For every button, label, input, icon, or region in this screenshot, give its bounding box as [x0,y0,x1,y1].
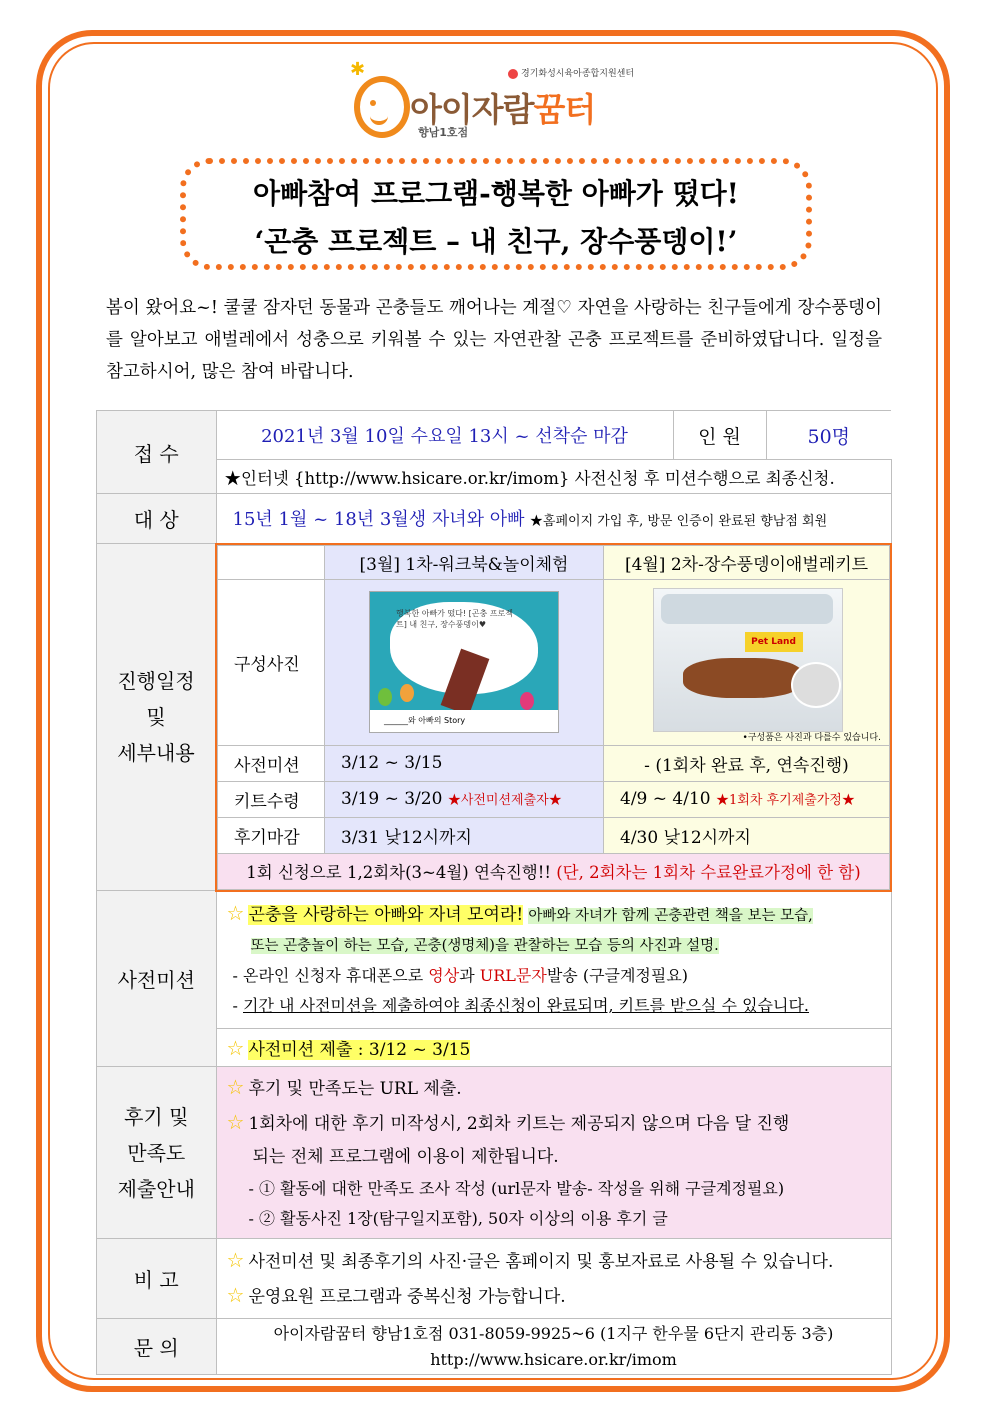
row2-label: 후기마감 [218,817,325,853]
remarks-line2 [227,1279,881,1314]
schedule-cell [216,544,891,891]
workbook-footer-text: ______와 아빠의 Story [384,716,466,725]
mission-line3 [227,961,881,991]
title-line1: 아빠참여 프로그램-행복한 아빠가 떴다! [253,177,739,210]
star-icon: ☆ [226,901,245,926]
mission-submit: 사전미션 제출 : 3/12 ~ 3/15 [248,1040,471,1060]
capacity-value: 50명 [807,425,851,448]
mission-line2 [227,931,881,961]
review-line1 [227,1071,881,1106]
review-line2 [227,1106,881,1141]
review-line5: - ② 활동사진 1장(탐구일지포함), 50자 이상의 이용 후기 글 [248,1209,668,1228]
row1-c2-note: ★1회차 후기제출가정★ [716,793,855,808]
star-icon: ☆ [226,1247,245,1272]
leaf-icon [520,692,534,710]
row0-label: 사전미션 [218,745,325,781]
remarks-label: 비 고 [97,1239,217,1319]
row0-c2-text: - (1회차 완료 후, 연속진행) [644,755,849,776]
review-label-1: 후기 및 [124,1104,189,1129]
schedule-corner [218,545,325,579]
row1-c2 [604,781,890,817]
remarks-cell [216,1239,891,1319]
title-box [180,158,812,270]
row2-c2 [604,817,890,853]
schedule-table [217,545,890,890]
inquiry-label: 문 의 [97,1319,217,1375]
review-l1: 후기 및 만족도는 URL 제출. [248,1079,462,1099]
remarks-l1: 사전미션 및 최종후기의 사진·글은 홈페이지 및 홍보자료로 사용될 수 있습니다. [248,1251,834,1272]
center-logo-icon [508,69,518,79]
row2-c2-text: 4/30 낮12시까지 [620,827,751,848]
photo1-cell [325,579,604,745]
row1-label: 키트수령 [218,781,325,817]
leaf-icon [378,688,392,706]
logo-name-b: 꿈터 [533,90,596,129]
review-label [97,1067,217,1239]
schedule-label-3: 세부내용 [117,741,195,765]
kit-wood [683,658,803,698]
inquiry-cell [216,1319,891,1375]
review-label-3: 제출안내 [117,1176,195,1201]
schedule-col1: [3월] 1차-워크북&놀이체험 [325,545,604,579]
star-icon: ☆ [226,1282,245,1307]
schedule-footer-a: 1회 신청으로 1,2회차(3~4월) 연속진행!! [246,863,551,882]
star-icon: ☆ [226,1075,245,1099]
mission-submit-cell [216,1029,891,1067]
kit-lid [661,594,833,624]
star-icon: ☆ [226,1036,245,1060]
review-cell [216,1067,891,1239]
inquiry-line1: 아이자람꿈터 향남1호점 031-8059-9925~6 (1지구 한우물 6단지 관리동 3층) [273,1323,834,1343]
row1-c1-text: 3/19 ~ 3/20 [341,789,443,809]
logo [350,59,650,142]
photo-label: 구성사진 [218,579,325,745]
schedule-label-1: 진행일정 [117,669,195,693]
leaf-icon [400,684,414,702]
mission-l3-c: 과 [459,966,480,986]
sprout-icon: ✱ [350,59,366,80]
reception-date: 2021년 3월 10일 수요일 13시 ~ 선착순 마감 [217,411,674,459]
mission-l4-b: 기간 내 사전미션을 제출하여야 최종신청이 완료되며, 키트를 받으실 수 있습니다. [243,996,809,1016]
schedule-label-2: 및 [146,705,166,729]
review-l2: 1회차에 대한 후기 미작성시, 2회차 키트는 제공되지 않으며 다음 달 진행 [248,1114,790,1134]
review-line3: 되는 전체 프로그램에 이용이 제한됩니다. [252,1147,559,1167]
reception-row [216,411,891,460]
reception-note: ★인터넷 {http://www.hsicare.or.kr/imom} 사전신청 후 미션수행으로 최종신청. [216,460,891,494]
workbook-photo [369,591,559,733]
review-line4: - ① 활동에 대한 만족도 조사 작성 (url문자 발송- 작성을 위해 구글계정필요) [248,1179,785,1198]
schedule-label [97,544,217,891]
mission-l1-a: 곤충을 사랑하는 아빠와 자녀 모여라! [248,905,524,926]
mission-l1-b: 아빠와 자녀가 함께 곤충관련 책을 보는 모습, [528,908,813,925]
mission-l3-a: - 온라인 신청자 휴대폰으로 [232,966,429,986]
row0-c1-text: 3/12 ~ 3/15 [341,753,443,773]
mission-line4 [227,991,881,1021]
center-name [508,66,634,79]
mission-l2: 또는 곤충놀이 하는 모습, 곤충(생명체)을 관찰하는 모습 등의 사진과 설명. [250,938,719,955]
photo-note: •구성품은 사진과 다를수 있습니다. [742,732,881,743]
row1-c2-text: 4/9 ~ 4/10 [620,789,711,809]
schedule-footer [218,853,890,889]
remarks-l2: 운영요원 프로그램과 중복신청 가능합니다. [248,1286,566,1307]
logo-name-a: 아이자람 [410,90,534,129]
mission-l3-b: 영상 [428,966,460,986]
remarks-line1 [227,1244,881,1279]
row0-c2 [604,745,890,781]
inquiry-url[interactable]: http://www.hsicare.or.kr/imom [430,1349,677,1369]
star-icon: ☆ [226,1110,245,1134]
mission-l4-a: - [232,996,243,1016]
center-name-text: 경기화성시육아종합지원센터 [521,69,635,79]
row1-c1-note: ★사전미션제출자★ [447,793,562,808]
row0-c1 [325,745,604,781]
capacity-label: 인 원 [673,411,766,459]
info-table [96,410,892,1375]
mission-line1 [227,898,881,931]
title-line2: ‘곤충 프로젝트 – 내 친구, 장수풍뎅이!’ [254,225,738,258]
review-label-2: 만족도 [127,1140,186,1165]
mission-l3-e: 발송 (구글계정필요) [546,966,689,986]
workbook-footer [370,710,558,732]
photo2-cell [604,579,890,745]
mission-cell [216,891,891,1029]
target-note: ★홈페이지 가입 후, 방문 인증이 완료된 향남점 회원 [529,514,828,530]
kit-label: Pet Land [745,632,803,652]
schedule-col2: [4월] 2차-장수풍뎅이애벌레키트 [604,545,890,579]
intro-text: 봄이 왔어요~! 쿨쿨 잠자던 동물과 곤충들도 깨어나는 계절♡ 자연을 사랑하는 친구들에게 장수풍뎅이를 알아보고 애벌레에서 성충으로 키워볼 수 있는 자연관찰 곤충 프로젝트를 준비하였답니다. 일정을 참고하시어, 많은 참여 바랍니다. [106,298,882,382]
row2-c1 [325,817,604,853]
target-label: 대 상 [97,494,217,544]
workbook-text: 행복한 아빠가 떴다! [곤충 프로젝트] 내 친구, 장수풍뎅이♥ [396,609,513,629]
logo-branch: 향남1호점 [418,126,469,139]
row2-c1-text: 3/31 낮12시까지 [341,827,472,848]
logo-face-icon [354,76,410,138]
row1-c1 [325,781,604,817]
mission-label: 사전미션 [97,891,217,1067]
reception-label: 접 수 [97,411,217,494]
beetle-icon [791,662,841,708]
target-text: 15년 1월 ~ 18년 3월생 자녀와 아빠 [232,509,525,531]
kit-photo [653,588,841,730]
target-cell [216,494,891,544]
schedule-footer-b: (단, 2회차는 1회차 수료완료가정에 한 함) [556,863,861,882]
mission-l3-d: URL문자 [479,966,547,986]
